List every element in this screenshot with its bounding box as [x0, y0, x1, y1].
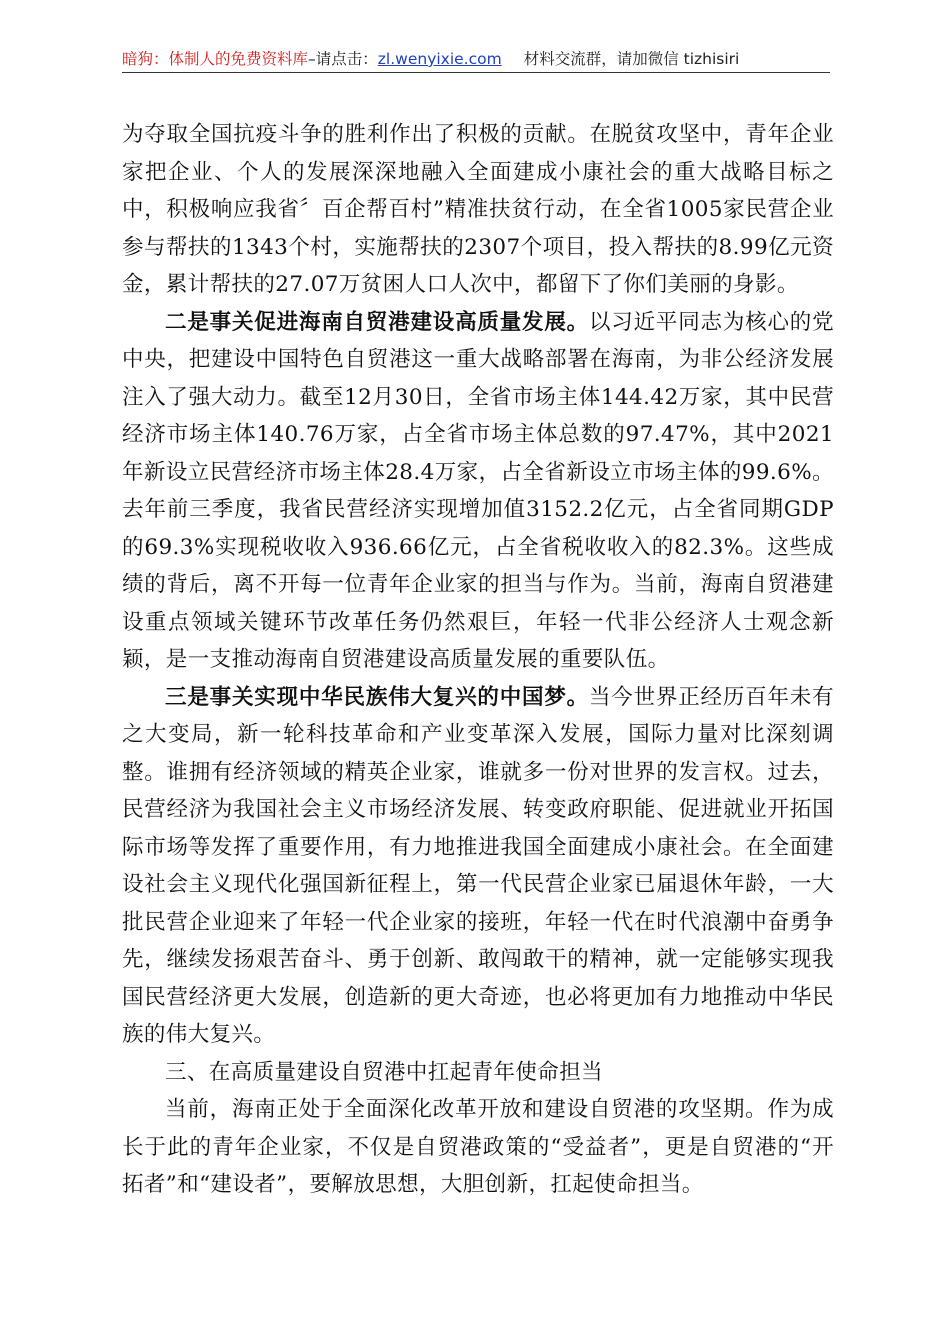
paragraph-2 [122, 304, 834, 679]
paragraph-2-text: 以习近平同志为核心的党中央，把建设中国特色自贸港这一重大战略部署在海南，为非公经济发展注入了强大动力。截至12月30日，全省市场主体144.42万家，其中民营经济市场主体140.76万家，占全省市场主体总数的97.47%，其中2021年新设立民营经济市场主体28.4万家，占全省新设立市场主体的99.6%。去年前三季度，我省民营经济实现增加值3152.2亿元，占全省同期GDP的69.3%实现税收收入936.66亿元，占全省税收收入的82.3%。这些成绩的背后，离不开每一位青年企业家的担当与作为。当前，海南自贸港建设重点领域关键环节改革任务仍然艰巨，年轻一代非公经济人士观念新颖，是一支推动海南自贸港建设高质量发展的重要队伍。 [122, 309, 835, 672]
paragraph-3-lead: 三是事关实现中华民族伟大复兴的中国梦。 [165, 684, 589, 710]
paragraph-5-text: 当前，海南正处于全面深化改革开放和建设自贸港的攻坚期。作为成长于此的青年企业家，不仅是自贸港政策的“受益者”，更是自贸港的“开拓者”和“建设者”，要解放思想，大胆创新，扛起使命担当。 [122, 1097, 834, 1197]
paragraph-3-text: 当今世界正经历百年未有之大变局，新一轮科技革命和产业变革深入发展，国际力量对比深刻调整。谁拥有经济领域的精英企业家，谁就多一份对世界的发言权。过去，民营经济为我国社会主义市场经济发展、转变政府职能、促进就业开拓国际市场等发挥了重要作用，有力地推进我国全面建成小康社会。在全面建设社会主义现代化强国新征程上，第一代民营企业家已届退休年龄，一大批民营企业迎来了年轻一代企业家的接班，年轻一代在时代浪潮中奋勇争先，继续发扬艰苦奋斗、勇于创新、敢闯敢干的精神，就一定能够实现我国民营经济更大发展，创造新的更大奇迹，也必将更加有力地推动中华民族的伟大复兴。 [122, 684, 835, 1047]
header-prompt: –请点击： [308, 50, 378, 68]
paragraph-2-lead: 二是事关促进海南自贸港建设高质量发展。 [165, 309, 589, 335]
section-heading-text: 三、在高质量建设自贸港中扛起青年使命担当 [165, 1059, 604, 1085]
section-heading [122, 1054, 834, 1092]
header-group-note: 材料交流群，请加微信 tizhisiri [523, 50, 740, 68]
paragraph-1-text: 为夺取全国抗疫斗争的胜利作出了积极的贡献。在脱贫攻坚中，青年企业家把企业、个人的发展深深地融入全面建成小康社会的重大战略目标之中，积极响应我省〞百企帮百村”精准扶贫行动，在全省1005家民营企业参与帮扶的1343个村，实施帮扶的2307个项目，投入帮扶的8.99亿元资金，累计帮扶的27.07万贫困人口人次中，都留下了你们美丽的身影。 [122, 122, 834, 297]
document-body [122, 116, 834, 1204]
page-header [122, 46, 830, 72]
paragraph-1 [122, 116, 834, 304]
header-link[interactable]: zl.wenyixie.com [377, 50, 502, 68]
header-divider [122, 72, 830, 73]
header-brand: 暗狗：体制人的免费资料库 [122, 50, 309, 68]
paragraph-3 [122, 679, 834, 1054]
paragraph-5 [122, 1091, 834, 1204]
